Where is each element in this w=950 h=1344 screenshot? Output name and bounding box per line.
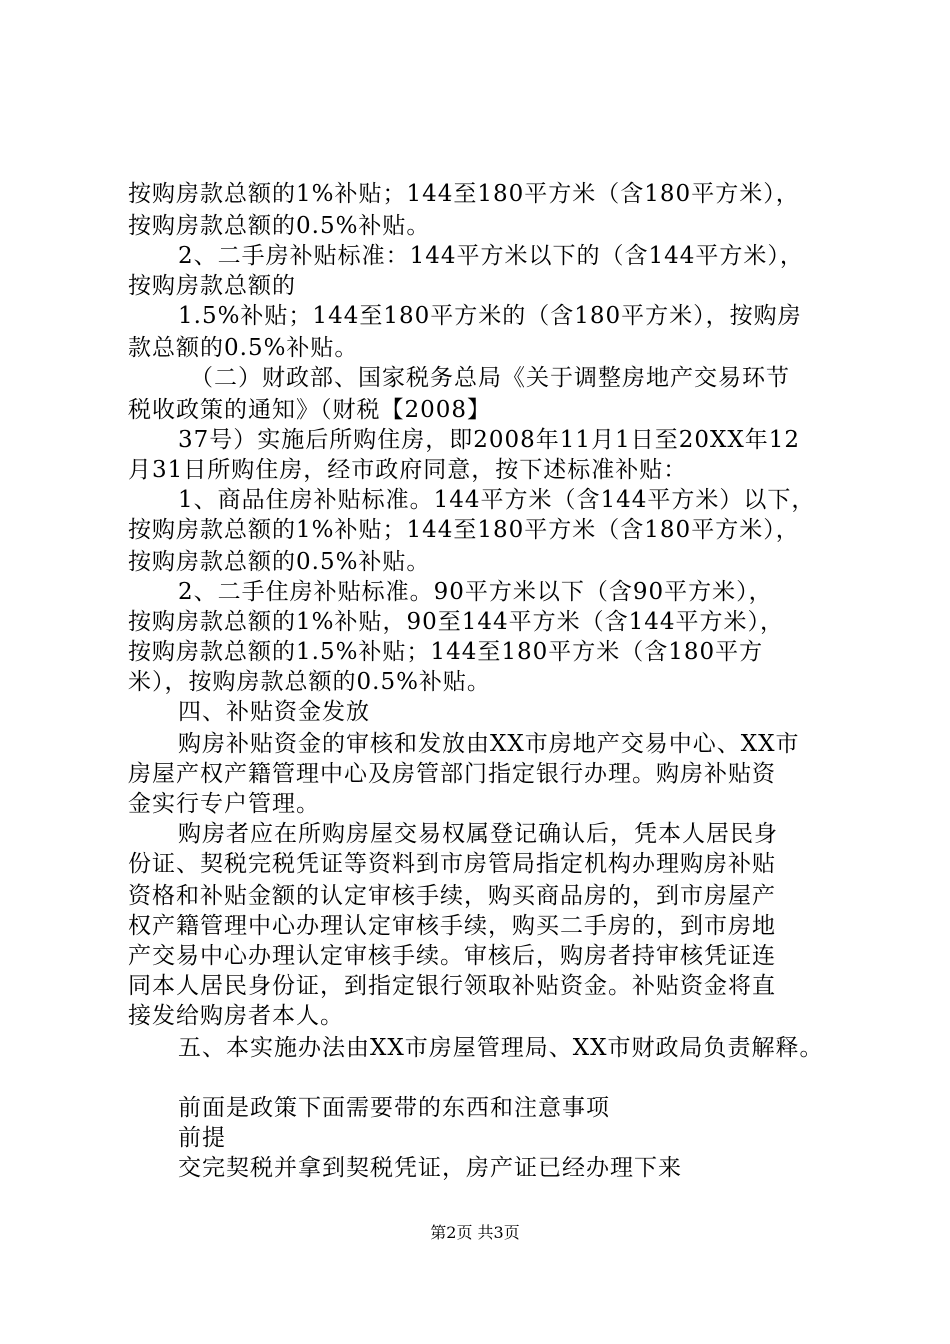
text-line: 米），按购房款总额的0.5%补贴。 xyxy=(128,669,491,695)
text-line: 购房补贴资金的审核和发放由XX市房地产交易中心、XX市 xyxy=(178,731,800,757)
text-line: 按购房款总额的0.5%补贴。 xyxy=(128,549,431,575)
text-line: 接发给购房者本人。 xyxy=(128,1003,344,1029)
text-line: 份证、契税完税凭证等资料到市房管局指定机构办理购房补贴 xyxy=(128,851,776,877)
text-line: 房屋产权产籍管理中心及房管部门指定银行办理。购房补贴资 xyxy=(128,761,776,787)
text-line: 前提 xyxy=(178,1125,226,1151)
text-line: 按购房款总额的 xyxy=(128,273,296,299)
page-footer: 第2页 共3页 xyxy=(430,1223,520,1242)
text-line: 按购房款总额的0.5%补贴。 xyxy=(128,213,431,239)
text-line: 1、商品住房补贴标准。144平方米（含144平方米）以下， xyxy=(178,487,816,513)
text-line: （二）财政部、国家税务总局《关于调整房地产交易环节 xyxy=(190,365,790,391)
text-line: 同本人居民身份证，到指定银行领取补贴资金。补贴资金将直 xyxy=(128,973,776,999)
text-line: 交完契税并拿到契税凭证，房产证已经办理下来 xyxy=(178,1155,682,1181)
text-line: 1.5%补贴；144至180平方米的（含180平方米），按购房 xyxy=(178,303,802,329)
text-line: 五、本实施办法由XX市房屋管理局、XX市财政局负责解释。 xyxy=(178,1035,824,1061)
text-line: 购房者应在所购房屋交易权属登记确认后，凭本人居民身 xyxy=(178,821,778,847)
text-line: 月31日所购住房，经市政府同意，按下述标准补贴： xyxy=(128,457,688,483)
text-line: 产交易中心办理认定审核手续。审核后，购房者持审核凭证连 xyxy=(128,943,776,969)
section-heading: 四、补贴资金发放 xyxy=(178,699,370,725)
text-line: 2、二手房补贴标准：144平方米以下的（含144平方米）， xyxy=(178,243,804,269)
text-line: 按购房款总额的1%补贴；144至180平方米（含180平方米）， xyxy=(128,181,800,207)
text-line: 按购房款总额的1.5%补贴；144至180平方米（含180平方 xyxy=(128,639,764,665)
text-line: 按购房款总额的1%补贴，90至144平方米（含144平方米）， xyxy=(128,609,785,635)
text-line: 款总额的0.5%补贴。 xyxy=(128,335,359,361)
text-line: 37号）实施后所购住房，即2008年11月1日至20XX年12 xyxy=(178,427,800,453)
text-line: 金实行专户管理。 xyxy=(128,791,320,817)
text-line: 前面是政策下面需要带的东西和注意事项 xyxy=(178,1095,610,1121)
text-line: 税收政策的通知》（财税【2008】 xyxy=(128,397,492,423)
text-line: 资格和补贴金额的认定审核手续，购买商品房的，到市房屋产 xyxy=(128,883,776,909)
text-line: 权产籍管理中心办理认定审核手续，购买二手房的，到市房地 xyxy=(128,913,776,939)
text-line: 按购房款总额的1%补贴；144至180平方米（含180平方米）， xyxy=(128,517,800,543)
text-line: 2、二手住房补贴标准。90平方米以下（含90平方米）， xyxy=(178,579,773,605)
